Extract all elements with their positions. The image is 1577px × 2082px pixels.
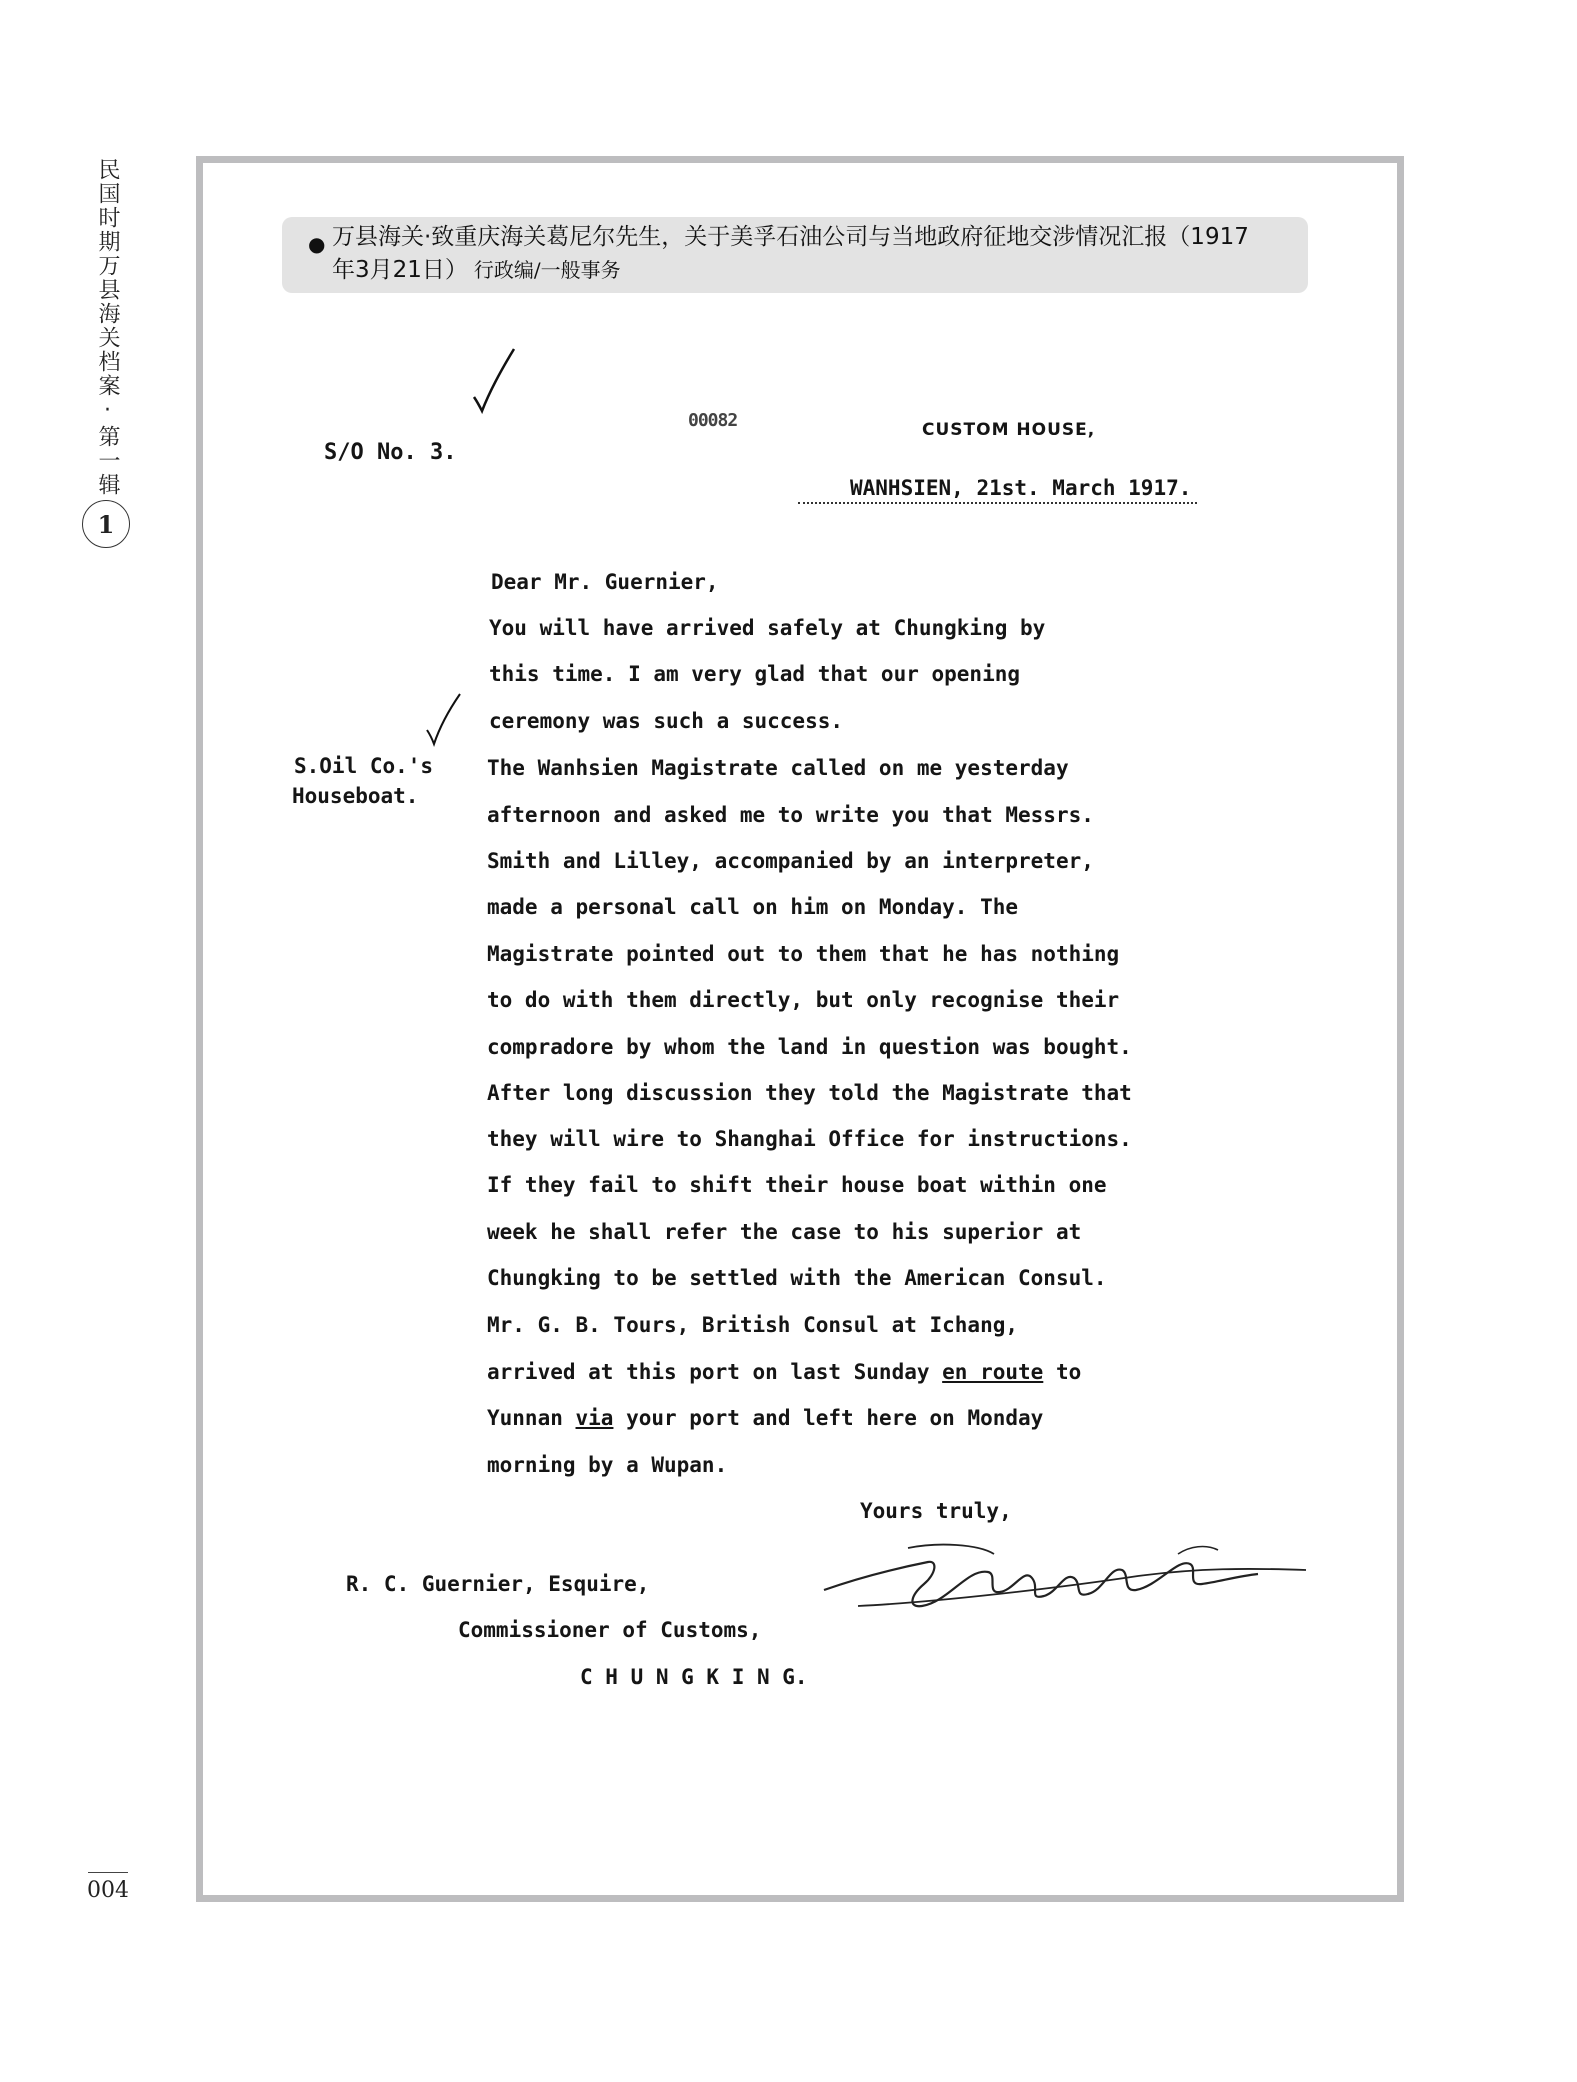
body-line: You will have arrived safely at Chungking by (489, 616, 1046, 640)
body-text: arrived at this port on last Sunday (487, 1360, 943, 1384)
handwritten-signature (818, 1528, 1318, 1628)
caption-line-2 (332, 254, 621, 287)
salutation: Dear Mr. Guernier, (491, 570, 719, 594)
body-text: to (1043, 1360, 1082, 1384)
caption-line-1: 万县海关·致重庆海关葛尼尔先生，关于美孚石油公司与当地政府征地交涉情况汇报（1917 (332, 224, 1249, 250)
book-title: 民国时期万县海关档案·第一辑 (95, 158, 120, 497)
date-place: WANHSIEN (850, 476, 952, 500)
date-rest: , 21st. March 1917. (951, 476, 1192, 500)
body-line: The Wanhsien Magistrate called on me yesterday (487, 756, 1069, 780)
page-number-rule (88, 1872, 128, 1873)
body-text: Yunnan (487, 1406, 576, 1430)
body-line: made a personal call on him on Monday. The (487, 895, 1019, 919)
body-line: Mr. G. B. Tours, British Consul at Ichang, (487, 1313, 1019, 1337)
bullet-icon: ● (308, 232, 326, 256)
addressee-name: R. C. Guernier, Esquire, (346, 1572, 650, 1596)
addressee-title: Commissioner of Customs, (458, 1618, 762, 1642)
caption-category: 行政编/一般事务 (473, 258, 621, 282)
body-line: week he shall refer the case to his superior at (487, 1220, 1082, 1244)
body-line: afternoon and asked me to write you that Messrs. (487, 803, 1094, 827)
body-line: they will wire to Shanghai Office for instructions. (487, 1127, 1132, 1151)
addressee-city: C H U N G K I N G. (580, 1665, 808, 1689)
body-text: your port and left here on Monday (613, 1406, 1044, 1430)
office-heading: CUSTOM HOUSE, (922, 420, 1096, 440)
body-line: compradore by whom the land in question was bought. (487, 1035, 1132, 1059)
document-frame (196, 156, 1404, 1902)
body-line: If they fail to shift their house boat within one (487, 1173, 1107, 1197)
body-line: this time. I am very glad that our opening (489, 662, 1021, 686)
body-line: to do with them directly, but only recognise their (487, 988, 1120, 1012)
body-line: After long discussion they told the Magistrate that (487, 1081, 1132, 1105)
body-line (487, 1360, 1081, 1384)
body-line: Chungking to be settled with the American Consul. (487, 1266, 1107, 1290)
margin-note-line-2: Houseboat. (292, 784, 419, 808)
body-line: Smith and Lilley, accompanied by an interpreter, (487, 849, 1094, 873)
caption-box (282, 217, 1308, 293)
underlined-phrase: via (575, 1406, 614, 1430)
check-mark-icon (470, 345, 520, 415)
body-line (487, 1406, 1043, 1430)
margin-note-line-1: S.Oil Co.'s (294, 754, 434, 778)
body-line: Magistrate pointed out to them that he has nothing (487, 942, 1120, 966)
page-number: 004 (87, 1878, 129, 1903)
closing: Yours truly, (860, 1499, 1012, 1523)
body-line: ceremony was such a success. (489, 709, 844, 733)
underlined-phrase: en route (942, 1360, 1044, 1384)
date-line (798, 476, 1197, 504)
check-mark-icon (424, 690, 464, 748)
caption-date: 年3月21日） (332, 257, 468, 283)
volume-badge: 1 (82, 500, 130, 548)
body-line: morning by a Wupan. (487, 1453, 728, 1477)
letter-reference: S/O No. 3. (324, 440, 457, 465)
archive-stamp: 00082 (688, 410, 738, 431)
